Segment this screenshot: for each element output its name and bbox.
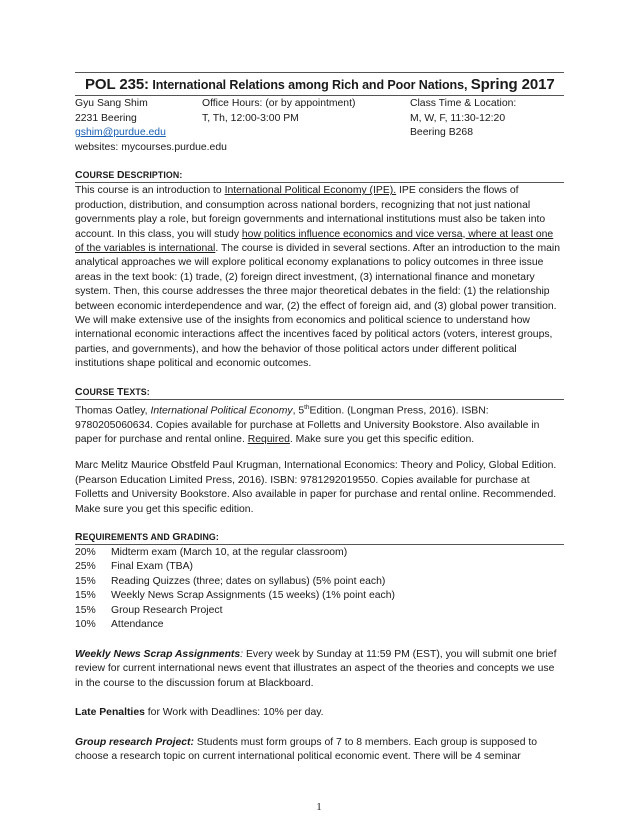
instructor-email-link[interactable]: gshim@purdue.edu: [75, 127, 166, 139]
grade-item: Weekly News Scrap Assignments (15 weeks) (1% point each): [111, 590, 395, 602]
class-time-label: Class Time & Location:: [410, 98, 517, 109]
textbook-2: Marc Melitz Maurice Obstfeld Paul Krugman, International Economics: Theory and Policy, Global Edition. (Pearson Education Limited Press, 2016). ISBN: 9781292019550. Copies available for purchase at Folletts and University Bookstore. Also available in paper for purchase and rental online. Recommended. Make sure you get this specific edition.: [75, 460, 557, 515]
grade-pct: 25%: [75, 561, 96, 573]
info-spacer: [202, 126, 410, 141]
course-description-text: This course is an introduction to International Political Economy (IPE). IPE considers the flows of production, distribution, and consumption across national borders, recognizing that not just national governments play a role, but foreign governments and international institutions must also be taken into account. In this class, you will study how politics influence economics and vice versa, where at least one of the variables is international. The course is divided in several sections. After an introduction to the main analytical approaches we will explore political economy explanations to policy outcomes in three issue areas in the text book: (1) trade, (2) foreign direct investment, (3) international finance and monetary system. Then, this course addresses the three major theoretical debates in the field: (1) the relationship between economic interdependence and war, (2) the effect of foreign aid, and (3) global power transition. We will make extensive use of the insights from economics and political science to understand how international economic interactions affect the incentives faced by political actors (voters, interest groups, parties, and governments), and how the behavior of those political actors under different political institutions shape political and economic outcomes.: [75, 185, 560, 370]
grading-list: [75, 545, 564, 633]
course-texts: [75, 400, 564, 517]
grade-item: Midterm exam (March 10, at the regular classroom): [111, 546, 348, 558]
instructor-name: Gyu Sang Shim: [75, 98, 148, 109]
weekly-assignments: Weekly News Scrap Assignments: Every week by Sunday at 11:59 PM (EST), you will submit one brief review for current international news event that illustrates an aspect of the theories and concepts we use in the course to the discussion forum at Blackboard.: [75, 648, 557, 689]
instructor-info: [75, 96, 564, 141]
course-description-heading: COURSE DESCRIPTION:: [75, 170, 183, 182]
grade-pct: 20%: [75, 546, 96, 558]
grade-pct: 15%: [75, 575, 96, 587]
grade-item: Attendance: [111, 619, 164, 631]
class-time: M, W, F, 11:30-12:20: [410, 112, 506, 124]
office-hours-label: Office Hours: (or by appointment): [202, 98, 356, 109]
late-penalties: Late Penalties for Work with Deadlines: 10% per day.: [75, 707, 324, 719]
syllabus-page: [75, 72, 564, 764]
office-hours-time: T, Th, 12:00-3:00 PM: [202, 112, 299, 124]
course-texts-heading: COURSE TEXTS:: [75, 386, 150, 398]
grade-pct: 10%: [75, 619, 96, 631]
course-code: POL 235:: [85, 76, 149, 93]
grade-pct: 15%: [75, 604, 96, 616]
course-websites: websites: mycourses.purdue.edu: [75, 141, 227, 153]
course-name: International Relations among Rich and Poor Nations,: [152, 78, 468, 92]
grade-item: Final Exam (TBA): [111, 561, 193, 573]
grading-heading: REQUIREMENTS AND GRADING:: [75, 531, 219, 543]
grade-pct: 15%: [75, 590, 96, 602]
textbook-1: Thomas Oatley, International Political Economy, 5thEdition. (Longman Press, 2016). ISBN: 9780205060634. Copies available for purchase at Folletts and University Bookstore. Also available in paper for purchase and rental online. Required. Make sure you get this specific edition.: [75, 403, 540, 445]
course-title: [75, 73, 564, 95]
instructor-office: 2231 Beering: [75, 112, 137, 124]
grade-item: Reading Quizzes (three; dates on syllabus) (5% point each): [111, 575, 386, 587]
grade-item: Group Research Project: [111, 604, 223, 616]
group-project: Group research Project: Students must form groups of 7 to 8 members. Each group is supposed to choose a research topic on current international political economic event. There will be 4 seminar: [75, 736, 538, 762]
course-term: Spring 2017: [470, 76, 555, 93]
page-number: 1: [316, 801, 322, 813]
class-location: Beering B268: [410, 127, 473, 139]
